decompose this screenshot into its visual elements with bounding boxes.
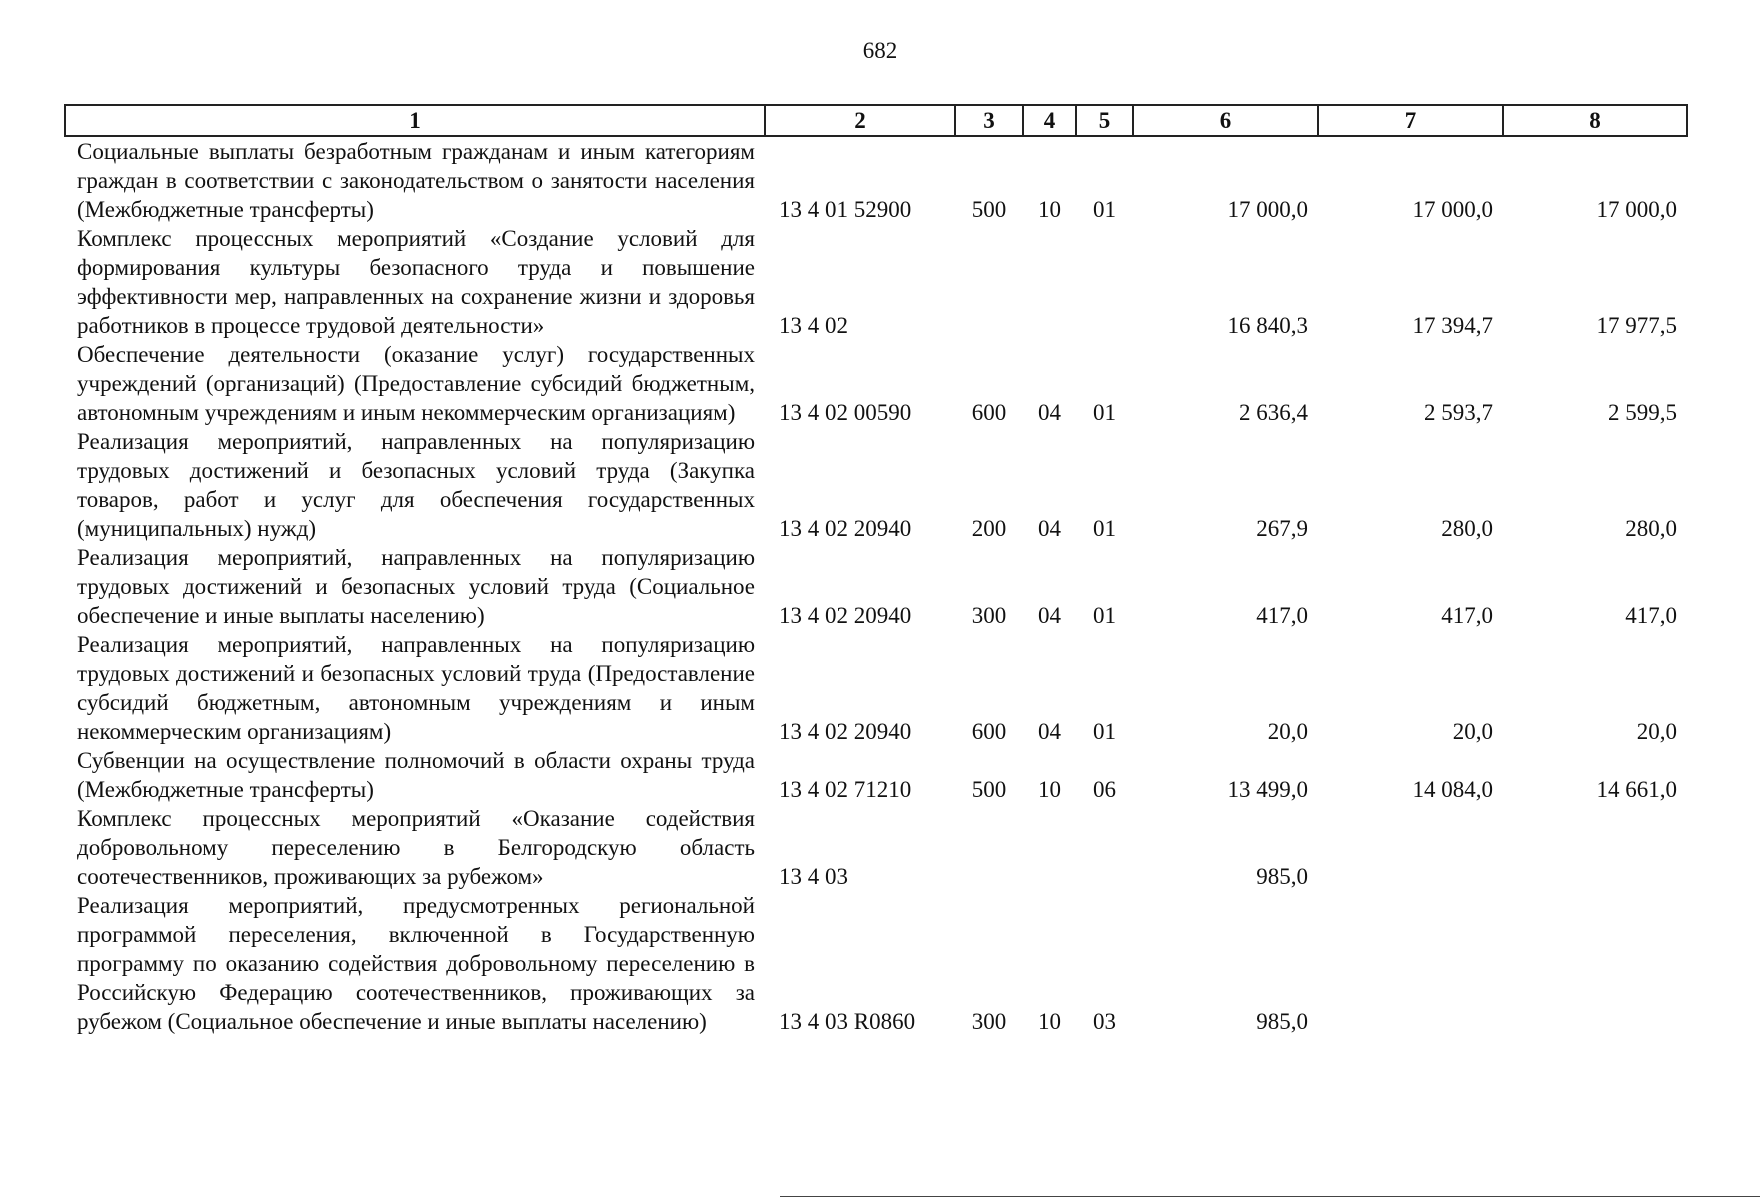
row-col5	[1076, 224, 1133, 340]
row-col4: 04	[1038, 516, 1061, 541]
row-col8: 280,0	[1625, 516, 1677, 541]
row-col5: 01	[1093, 603, 1116, 628]
row-col6: 985,0	[1256, 1009, 1308, 1034]
row-col6: 13 499,0	[1227, 777, 1308, 802]
table-row	[65, 224, 1687, 340]
row-col7: 20,0	[1452, 719, 1493, 744]
row-name: Реализация мероприятий, предусмотренных региональной программой переселения, включенной в Государственную программу по оказанию содействия добровольному переселению в Российскую Федерацию соотечественников, проживающих за рубежом (Социальное обеспечение и иные выплаты населению)	[77, 893, 755, 1034]
row-col3	[955, 804, 1023, 891]
row-col8	[1503, 804, 1687, 891]
row-col4: 10	[1038, 1009, 1061, 1034]
row-col4	[1023, 224, 1076, 340]
row-col7: 417,0	[1441, 603, 1493, 628]
table-row	[65, 630, 1687, 746]
row-col5	[1076, 804, 1133, 891]
row-col3: 300	[971, 1009, 1007, 1034]
column-header-5: 5	[1076, 105, 1133, 136]
row-col6: 20,0	[1267, 719, 1308, 744]
row-col7: 17 000,0	[1412, 197, 1493, 222]
row-col8: 417,0	[1625, 603, 1677, 628]
row-col3: 500	[971, 777, 1007, 802]
row-col7: 2 593,7	[1424, 400, 1493, 425]
row-code: 13 4 02 20940	[779, 719, 912, 744]
row-col6: 17 000,0	[1227, 197, 1308, 222]
row-col8: 20,0	[1636, 719, 1677, 744]
table-row	[65, 340, 1687, 427]
table-body	[65, 136, 1687, 1036]
row-col4: 04	[1038, 400, 1061, 425]
row-code: 13 4 01 52900	[779, 197, 912, 222]
row-col8: 2 599,5	[1608, 400, 1677, 425]
row-col3: 200	[971, 516, 1007, 541]
table-row	[65, 136, 1687, 224]
row-name: Социальные выплаты безработным гражданам и иным категориям граждан в соответствии с законодательством о занятости населения (Межбюджетные трансферты)	[77, 139, 755, 222]
row-col5: 01	[1093, 516, 1116, 541]
row-col5: 01	[1093, 400, 1116, 425]
row-col7: 280,0	[1441, 516, 1493, 541]
row-name: Обеспечение деятельности (оказание услуг) государственных учреждений (организаций) (Предоставление субсидий бюджетным, автономным учреждениям и иным некоммерческим организациям)	[77, 342, 755, 425]
row-col3: 600	[971, 719, 1007, 744]
row-col8	[1503, 891, 1687, 1036]
table-row	[65, 543, 1687, 630]
column-header-2: 2	[765, 105, 955, 136]
row-col7: 14 084,0	[1412, 777, 1493, 802]
row-col3: 300	[971, 603, 1007, 628]
column-header-1: 1	[65, 105, 765, 136]
row-code: 13 4 02 00590	[779, 400, 912, 425]
column-header-6: 6	[1133, 105, 1318, 136]
row-col3	[955, 224, 1023, 340]
row-col7	[1318, 804, 1503, 891]
row-col7	[1318, 891, 1503, 1036]
column-header-8: 8	[1503, 105, 1687, 136]
row-col4: 04	[1038, 603, 1061, 628]
row-name: Комплекс процессных мероприятий «Оказание содействия добровольному переселению в Белгородскую область соотечественников, проживающих за рубежом»	[77, 806, 755, 889]
budget-table	[64, 104, 1688, 1036]
row-col6: 417,0	[1256, 603, 1308, 628]
row-name: Комплекс процессных мероприятий «Создание условий для формирования культуры безопасного труда и повышение эффективности мер, направленных на сохранение жизни и здоровья работников в процессе трудовой деятельности»	[77, 226, 755, 338]
column-header-3: 3	[955, 105, 1023, 136]
row-code: 13 4 02	[779, 313, 848, 338]
row-code: 13 4 03 R0860	[779, 1009, 916, 1034]
row-col8: 14 661,0	[1596, 777, 1677, 802]
header-row	[65, 105, 1687, 136]
row-col6: 985,0	[1256, 864, 1308, 889]
column-header-7: 7	[1318, 105, 1503, 136]
row-col4	[1023, 804, 1076, 891]
row-code: 13 4 02 20940	[779, 603, 912, 628]
row-col4: 10	[1038, 777, 1061, 802]
row-col3: 500	[971, 197, 1007, 222]
row-col4: 04	[1038, 719, 1061, 744]
table-row	[65, 746, 1687, 804]
row-col8: 17 977,5	[1596, 313, 1677, 338]
table-row	[65, 891, 1687, 1036]
row-col8: 17 000,0	[1596, 197, 1677, 222]
row-name: Субвенции на осуществление полномочий в области охраны труда (Межбюджетные трансферты)	[77, 748, 755, 802]
row-col5: 01	[1093, 719, 1116, 744]
row-col5: 01	[1093, 197, 1116, 222]
column-header-4: 4	[1023, 105, 1076, 136]
table-row	[65, 427, 1687, 543]
row-code: 13 4 02 20940	[779, 516, 912, 541]
row-col7: 17 394,7	[1412, 313, 1493, 338]
row-name: Реализация мероприятий, направленных на популяризацию трудовых достижений и безопасных условий труда (Социальное обеспечение и иные выплаты населению)	[77, 545, 755, 628]
row-col6: 16 840,3	[1227, 313, 1308, 338]
row-code: 13 4 03	[779, 864, 848, 889]
row-code: 13 4 02 71210	[779, 777, 912, 802]
table-row	[65, 804, 1687, 891]
page-number: 682	[862, 38, 898, 63]
row-col3: 600	[971, 400, 1007, 425]
table-header	[65, 105, 1687, 136]
row-col6: 267,9	[1256, 516, 1308, 541]
row-col5: 03	[1093, 1009, 1116, 1034]
row-col4: 10	[1038, 197, 1061, 222]
row-name: Реализация мероприятий, направленных на популяризацию трудовых достижений и безопасных условий труда (Предоставление субсидий бюджетным, автономным учреждениям и иным некоммерческим организациям)	[77, 632, 755, 744]
row-col5: 06	[1093, 777, 1116, 802]
row-name: Реализация мероприятий, направленных на популяризацию трудовых достижений и безопасных условий труда (Закупка товаров, работ и услуг для обеспечения государственных (муниципальных) нужд)	[77, 429, 755, 541]
bottom-divider	[780, 1196, 1760, 1197]
row-col6: 2 636,4	[1239, 400, 1308, 425]
